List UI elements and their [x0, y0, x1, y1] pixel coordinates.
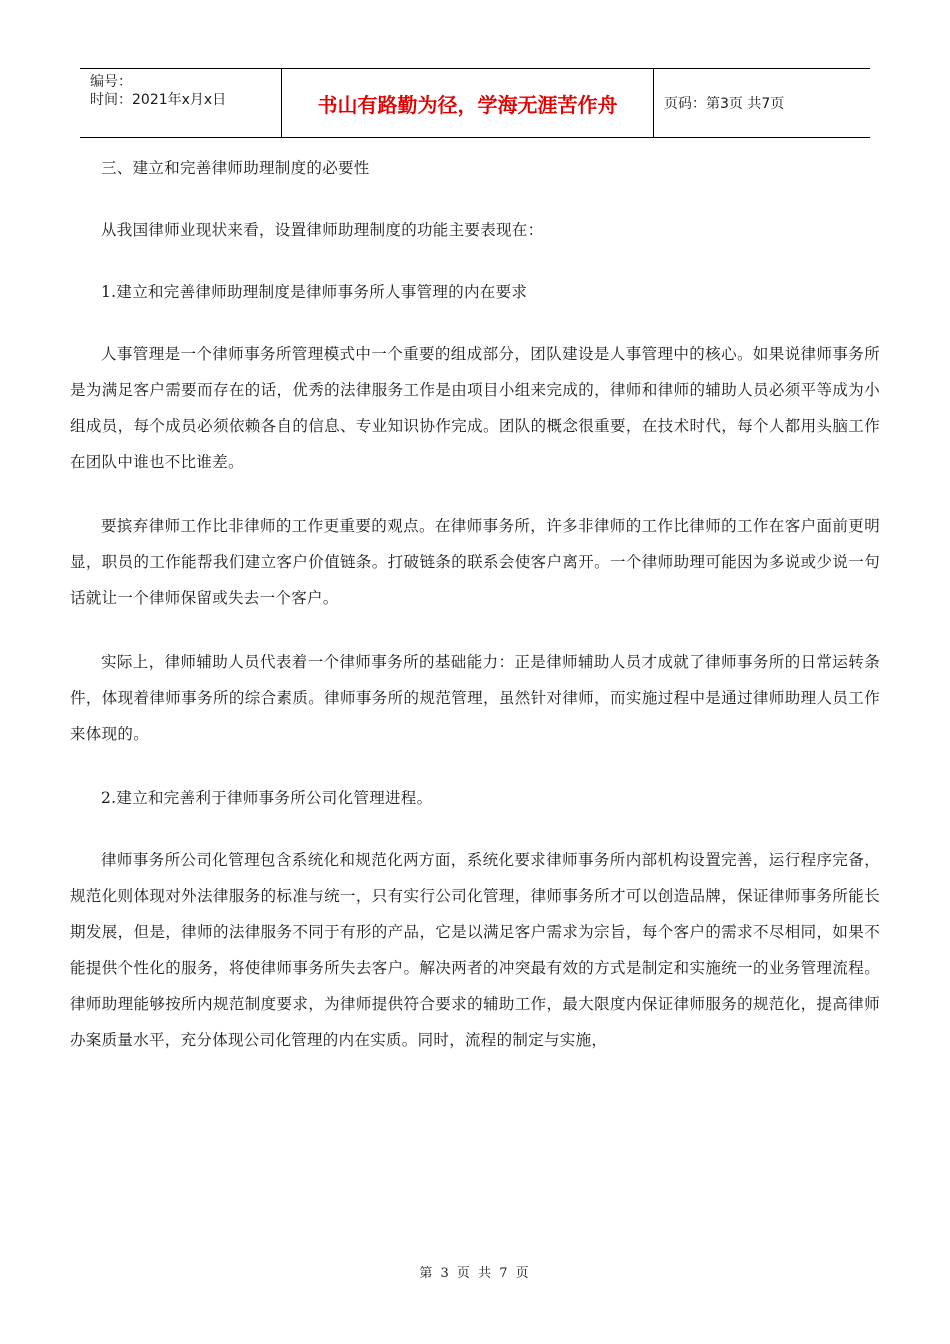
header-meta-cell — [80, 69, 282, 137]
point2-heading: 2.建立和完善利于律师事务所公司化管理进程。 — [101, 789, 433, 807]
point1-heading: 1.建立和完善律师助理制度是律师事务所人事管理的内在要求 — [101, 283, 528, 301]
section-heading: 三、建立和完善律师助理制度的必要性 — [101, 159, 370, 177]
paragraph-2: 要摈弃律师工作比非律师的工作更重要的观点。在律师事务所，许多非律师的工作比律师的工作在客户面前更明显，职员的工作能帮我们建立客户价值链条。打破链条的联系会使客户离开。一个律师助理可能因为多说或少说一句话就让一个律师保留或失去一个客户。 — [70, 517, 880, 607]
paragraph-4: 律师事务所公司化管理包含系统化和规范化两方面，系统化要求律师事务所内部机构设置完善，运行程序完备，规范化则体现对外法律服务的标准与统一，只有实行公司化管理，律师事务所才可以创造品牌，保证律师事务所能长期发展，但是，律师的法律服务不同于有形的产品，它是以满足客户需求为宗旨，每个客户的需求不尽相同，如果不能提供个性化的服务，将使律师事务所失去客户。解决两者的冲突最有效的方式是制定和实施统一的业务管理流程。律师助理能够按所内规范制度要求，为律师提供符合要求的辅助工作，最大限度内保证律师服务的规范化，提高律师办案质量水平，充分体现公司化管理的内在实质。同时，流程的制定与实施， — [70, 851, 880, 1049]
header-motto: 书山有路勤为径，学海无涯苦作舟 — [282, 69, 654, 137]
header-page-code: 页码：第3页 共7页 — [664, 96, 785, 112]
page-footer: 第 3 页 共 7 页 — [419, 1266, 531, 1281]
document-body — [70, 150, 880, 1086]
document-number-label: 编号： — [90, 74, 132, 90]
document-date: 时间：2021年x月x日 — [90, 92, 227, 108]
intro-paragraph: 从我国律师业现状来看，设置律师助理制度的功能主要表现在： — [101, 221, 544, 239]
paragraph-1: 人事管理是一个律师事务所管理模式中一个重要的组成部分，团队建设是人事管理中的核心。如果说律师事务所是为满足客户需要而存在的话，优秀的法律服务工作是由项目小组来完成的，律师和律师的辅助人员必须平等成为小组成员，每个成员必须依赖各自的信息、专业知识协作完成。团队的概念很重要，在技术时代，每个人都用头脑工作在团队中谁也不比谁差。 — [70, 345, 880, 471]
document-header — [80, 68, 870, 138]
paragraph-3: 实际上，律师辅助人员代表着一个律师事务所的基础能力：正是律师辅助人员才成就了律师事务所的日常运转条件，体现着律师事务所的综合素质。律师事务所的规范管理，虽然针对律师，而实施过程中是通过律师助理人员工作来体现的。 — [70, 653, 880, 743]
